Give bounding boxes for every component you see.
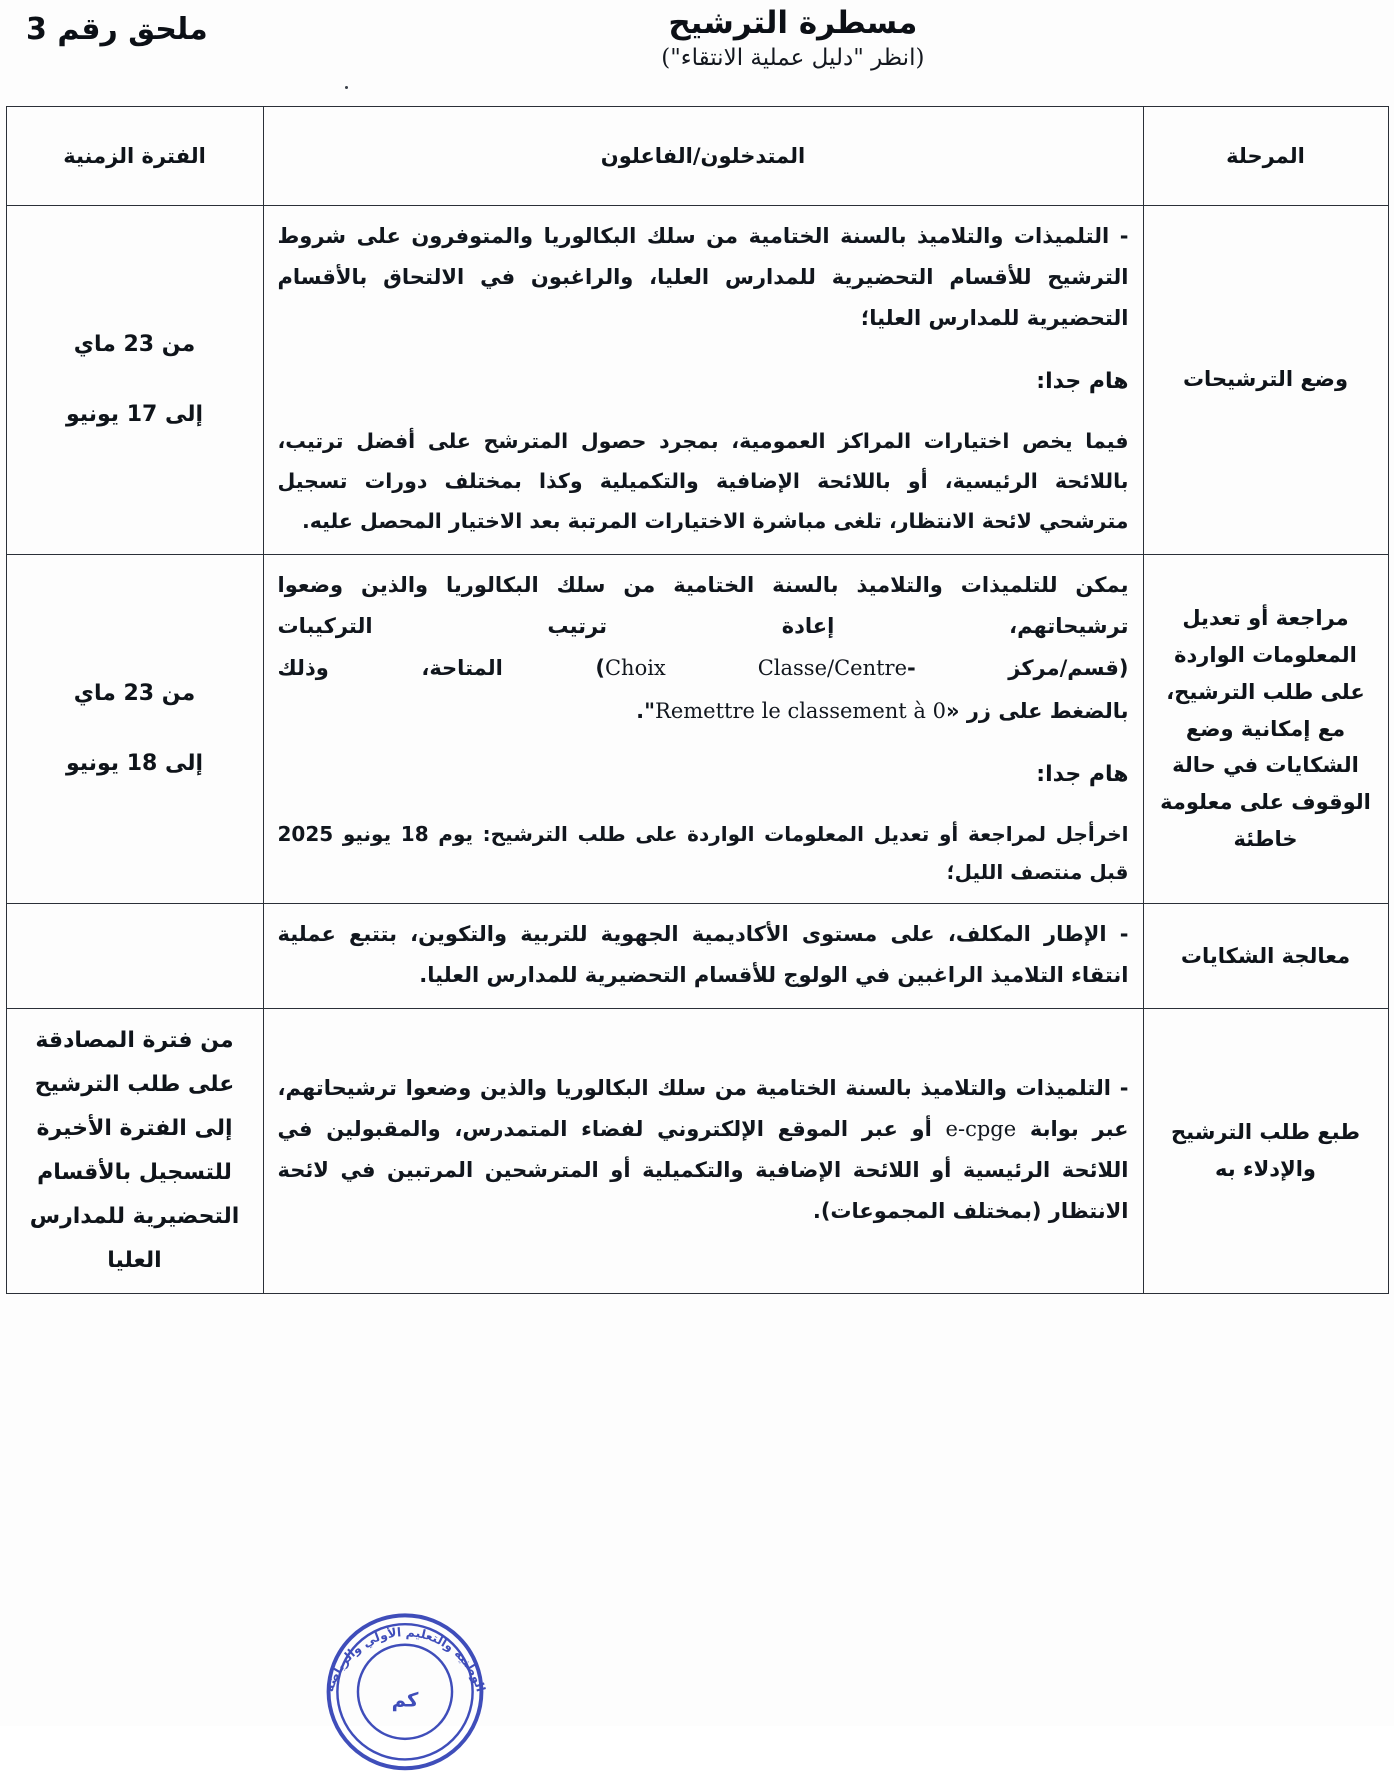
stage-cell: طبع طلب الترشيح والإدلاء به bbox=[1143, 1009, 1388, 1294]
actors-bullet-french: e-cpge bbox=[945, 1117, 1017, 1142]
table-row bbox=[6, 904, 1388, 1009]
actors-cell bbox=[263, 554, 1143, 904]
title-block bbox=[661, 6, 924, 71]
column-header-stage: المرحلة bbox=[1143, 107, 1388, 206]
column-header-actors: المتدخلون/الفاعلون bbox=[263, 107, 1143, 206]
svg-text:كم: كم bbox=[391, 1688, 419, 1712]
period-gap bbox=[21, 367, 249, 393]
actors-main-line-2 bbox=[278, 648, 1129, 689]
actors-bullet-text: - الإطار المكلف، على مستوى الأكاديمية الجهوية للتربية والتكوين، بتتبع عملية انتقاء التلاميذ الراغبين في الولوج للأقسام التحضيرية للمدارس العليا. bbox=[277, 922, 1129, 988]
period-cell bbox=[6, 904, 263, 1009]
stage-cell: مراجعة أو تعديل المعلومات الواردة على طلب الترشيح، مع إمكانية وضع الشكايات في حالة الوقوف على معلومة خاطئة bbox=[1143, 554, 1388, 904]
stray-dot-mark bbox=[345, 86, 348, 89]
actors-line3-before: بالضغط على زر « bbox=[945, 699, 1129, 724]
appendix-label: ملحق رقم 3 bbox=[26, 12, 208, 47]
actors-bullet-after: أو عبر الموقع الإلكتروني لفضاء المتمدرس، والمقبولين في اللائحة الرئيسية أو اللائحة الإضافية والتكميلية أو المترشحين المرتبين في لائحة الانتظار (بمختلف المجموعات). bbox=[277, 1117, 1129, 1224]
document-header bbox=[0, 0, 1394, 100]
page-title: مسطرة الترشيح bbox=[668, 5, 918, 41]
period-to: إلى 17 يونيو bbox=[65, 401, 204, 427]
page-subtitle: (انظر "دليل عملية الانتقاء") bbox=[661, 45, 925, 72]
actors-bullet-text bbox=[278, 1068, 1129, 1232]
actors-bullet-before: - التلميذات والتلاميذ بالسنة الختامية من سلك البكالوريا والذين وضعوا ترشيحاتهم، عبر بوابة bbox=[277, 1076, 1129, 1142]
table-row bbox=[6, 1009, 1388, 1294]
important-note-heading: هام جدا: bbox=[1036, 762, 1129, 788]
stage-cell: وضع الترشيحات bbox=[1143, 206, 1388, 555]
actors-cell bbox=[263, 206, 1143, 555]
actors-line2-after: ) المتاحة، وذلك bbox=[277, 656, 605, 681]
period-cell bbox=[6, 554, 263, 904]
table-header-row bbox=[6, 107, 1388, 206]
table-body bbox=[6, 206, 1388, 1294]
svg-text:الوطنية والتعليم الأولي والريا: الوطنية والتعليم الأولي والرياضة bbox=[322, 1625, 488, 1694]
official-stamp-icon bbox=[307, 1584, 503, 1780]
stage-cell: معالجة الشكايات bbox=[1143, 904, 1388, 1009]
actors-cell bbox=[263, 1009, 1143, 1294]
column-header-period: الفترة الزمنية bbox=[6, 107, 263, 206]
table-row bbox=[6, 206, 1388, 555]
period-cell bbox=[6, 206, 263, 555]
period-from: من 23 ماي bbox=[73, 680, 196, 706]
table-row bbox=[6, 554, 1388, 904]
procedure-table bbox=[6, 106, 1389, 1294]
period-gap bbox=[21, 716, 249, 742]
actors-main-line-1: يمكن للتلميذات والتلاميذ بالسنة الختامية من سلك البكالوريا والذين وضعوا ترشيحاتهم، إعادة ترتيب التركيبات bbox=[277, 572, 1129, 638]
important-note-heading: هام جدا: bbox=[1036, 368, 1129, 394]
actors-line3-french: Remettre le classement à 0 bbox=[655, 699, 946, 724]
period-to: إلى 18 يونيو bbox=[65, 750, 204, 776]
actors-cell bbox=[263, 904, 1143, 1009]
important-note-body: اخرأجل لمراجعة أو تعديل المعلومات الواردة على طلب الترشيح: يوم 18 يونيو 2025 قبل منتصف الليل؛ bbox=[277, 822, 1129, 885]
important-note-body: فيما يخص اختيارات المراكز العمومية، بمجرد حصول المترشح على أفضل ترتيب، باللائحة الرئيسية، أو باللائحة الإضافية والتكميلية وكذا بمختلف دورات تسجيل مترشحي لائحة الانتظار، تلغى مباشرة الاختيارات المرتبة بعد الاختيار المحصل عليه. bbox=[277, 428, 1129, 533]
actors-bullet-text: - التلميذات والتلاميذ بالسنة الختامية من سلك البكالوريا والمتوفرون على شروط الترشيح للأقسام التحضيرية للمدارس العليا، والراغبون في الالتحاق بالأقسام التحضيرية للمدارس العليا؛ bbox=[277, 224, 1129, 330]
actors-line2-french: Choix Classe/Centre bbox=[604, 656, 907, 681]
period-cell: من فترة المصادقة على طلب الترشيح إلى الفترة الأخيرة للتسجيل بالأقسام التحضيرية للمدارس العليا bbox=[6, 1009, 263, 1294]
table-head bbox=[6, 107, 1388, 206]
actors-main-line-3 bbox=[278, 691, 1129, 732]
actors-line2-before: (قسم/مركز - bbox=[907, 656, 1129, 681]
actors-line3-after: ". bbox=[636, 699, 656, 724]
period-from: من 23 ماي bbox=[73, 331, 196, 357]
